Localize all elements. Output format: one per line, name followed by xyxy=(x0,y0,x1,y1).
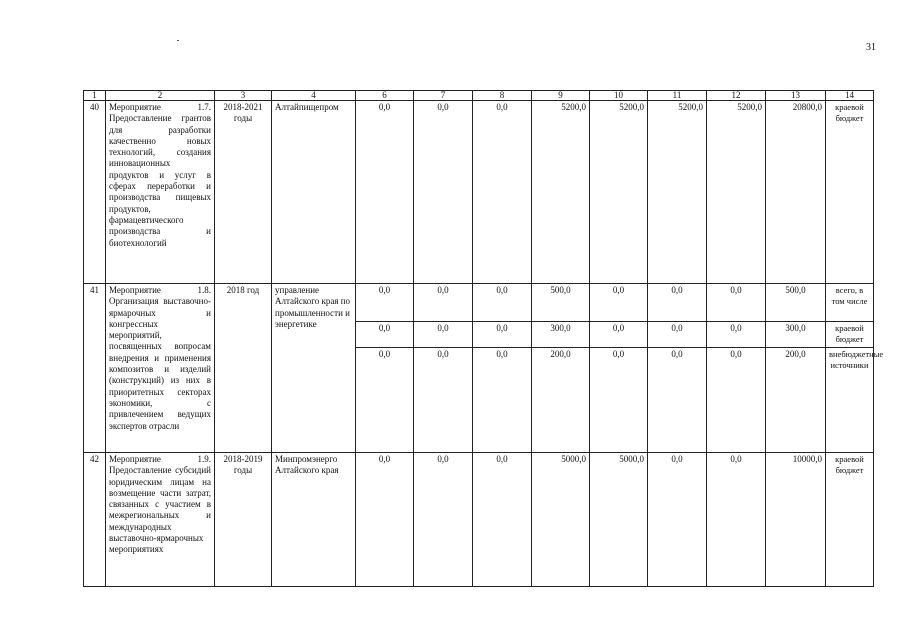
header-cell: 10 xyxy=(590,91,648,101)
value-cell: 0,0 xyxy=(590,322,648,348)
value-cell: 0,0 xyxy=(590,284,648,322)
measure-name xyxy=(106,284,215,453)
value-cell: 200,0 xyxy=(766,348,826,453)
table-row xyxy=(84,453,874,587)
row-number: 41 xyxy=(84,284,106,453)
value-cell: 0,0 xyxy=(707,453,766,587)
measure-name-text: Мероприятие 1.8. Организация выставочно-ярмарочных и конгрессных мероприятий, посвященных вопросам внедрения и применения композитов и изделий (конструкций) из них в приоритетных секторах экономики, с привлечением ведущих экспертов отрасли xyxy=(109,285,211,431)
value-cell: 0,0 xyxy=(414,101,473,284)
header-cell: 14 xyxy=(826,91,874,101)
value-cell: 200,0 xyxy=(532,348,590,453)
executor: Алтайпищепром xyxy=(272,101,356,284)
value-cell: 500,0 xyxy=(766,284,826,322)
funding-source: краевой бюджет xyxy=(826,322,874,348)
measure-name-text: Мероприятие 1.9. Предоставление субсидий юридическим лицам на возмещение части затрат, связанных с участием в межрегиональных и международных выставочно-ярмарочных мероприятиях xyxy=(109,454,211,555)
value-cell: 0,0 xyxy=(473,101,532,284)
header-cell: 7 xyxy=(414,91,473,101)
funding-source: внебюджетные источники xyxy=(826,348,874,453)
value-cell: 0,0 xyxy=(414,322,473,348)
period: 2018-2021 годы xyxy=(215,101,272,284)
program-table xyxy=(83,90,884,587)
value-cell: 0,0 xyxy=(473,348,532,453)
table-row xyxy=(84,284,874,322)
header-cell: 1 xyxy=(84,91,106,101)
row-number: 42 xyxy=(84,453,106,587)
value-cell: 5200,0 xyxy=(532,101,590,284)
value-cell: 0,0 xyxy=(590,348,648,453)
header-cell: 4 xyxy=(272,91,356,101)
value-cell: 0,0 xyxy=(648,453,707,587)
value-cell: 20800,0 xyxy=(766,101,826,284)
value-cell: 5200,0 xyxy=(648,101,707,284)
funding-source: краевой бюджет xyxy=(826,453,874,587)
measure-name-text: Мероприятие 1.7. Предоставление грантов для разработки качественно новых технологий, создания инновационных продуктов и услуг в сферах переработки и производства пищевых продуктов, фармацевтического производства и биотехнологий xyxy=(109,102,211,248)
header-cell: 3 xyxy=(215,91,272,101)
header-cell: 2 xyxy=(106,91,215,101)
header-row xyxy=(84,91,874,101)
header-cell: 12 xyxy=(707,91,766,101)
period: 2018-2019 годы xyxy=(215,453,272,587)
value-cell: 0,0 xyxy=(707,284,766,322)
value-cell: 300,0 xyxy=(766,322,826,348)
header-cell: 11 xyxy=(648,91,707,101)
value-cell: 0,0 xyxy=(473,453,532,587)
value-cell: 0,0 xyxy=(648,284,707,322)
table-row xyxy=(84,101,874,284)
value-cell: 0,0 xyxy=(473,322,532,348)
value-cell: 0,0 xyxy=(356,453,414,587)
header-cell: 8 xyxy=(473,91,532,101)
value-cell: 5000,0 xyxy=(532,453,590,587)
value-cell: 5200,0 xyxy=(590,101,648,284)
row-number: 40 xyxy=(84,101,106,284)
executor: Минпромэнерго Алтайского края xyxy=(272,453,356,587)
funding-source: всего, в том числе xyxy=(826,284,874,322)
value-cell: 0,0 xyxy=(707,322,766,348)
value-cell: 0,0 xyxy=(414,453,473,587)
funding-source: краевой бюджет xyxy=(826,101,874,284)
value-cell: 5200,0 xyxy=(707,101,766,284)
value-cell: 300,0 xyxy=(532,322,590,348)
period: 2018 год xyxy=(215,284,272,453)
executor: управление Алтайского края по промышленности и энергетике xyxy=(272,284,356,453)
value-cell: 0,0 xyxy=(414,284,473,322)
value-cell: 0,0 xyxy=(473,284,532,322)
value-cell: 0,0 xyxy=(356,322,414,348)
value-cell: 0,0 xyxy=(707,348,766,453)
measure-name xyxy=(106,453,215,587)
header-cell: 9 xyxy=(532,91,590,101)
page-number: 31 xyxy=(866,42,876,53)
scan-speck xyxy=(177,40,179,41)
value-cell: 5000,0 xyxy=(590,453,648,587)
header-cell: 13 xyxy=(766,91,826,101)
measure-name xyxy=(106,101,215,284)
value-cell: 10000,0 xyxy=(766,453,826,587)
value-cell: 0,0 xyxy=(356,348,414,453)
value-cell: 500,0 xyxy=(532,284,590,322)
value-cell: 0,0 xyxy=(414,348,473,453)
value-cell: 0,0 xyxy=(648,348,707,453)
header-cell: 6 xyxy=(356,91,414,101)
value-cell: 0,0 xyxy=(356,284,414,322)
value-cell: 0,0 xyxy=(356,101,414,284)
value-cell: 0,0 xyxy=(648,322,707,348)
